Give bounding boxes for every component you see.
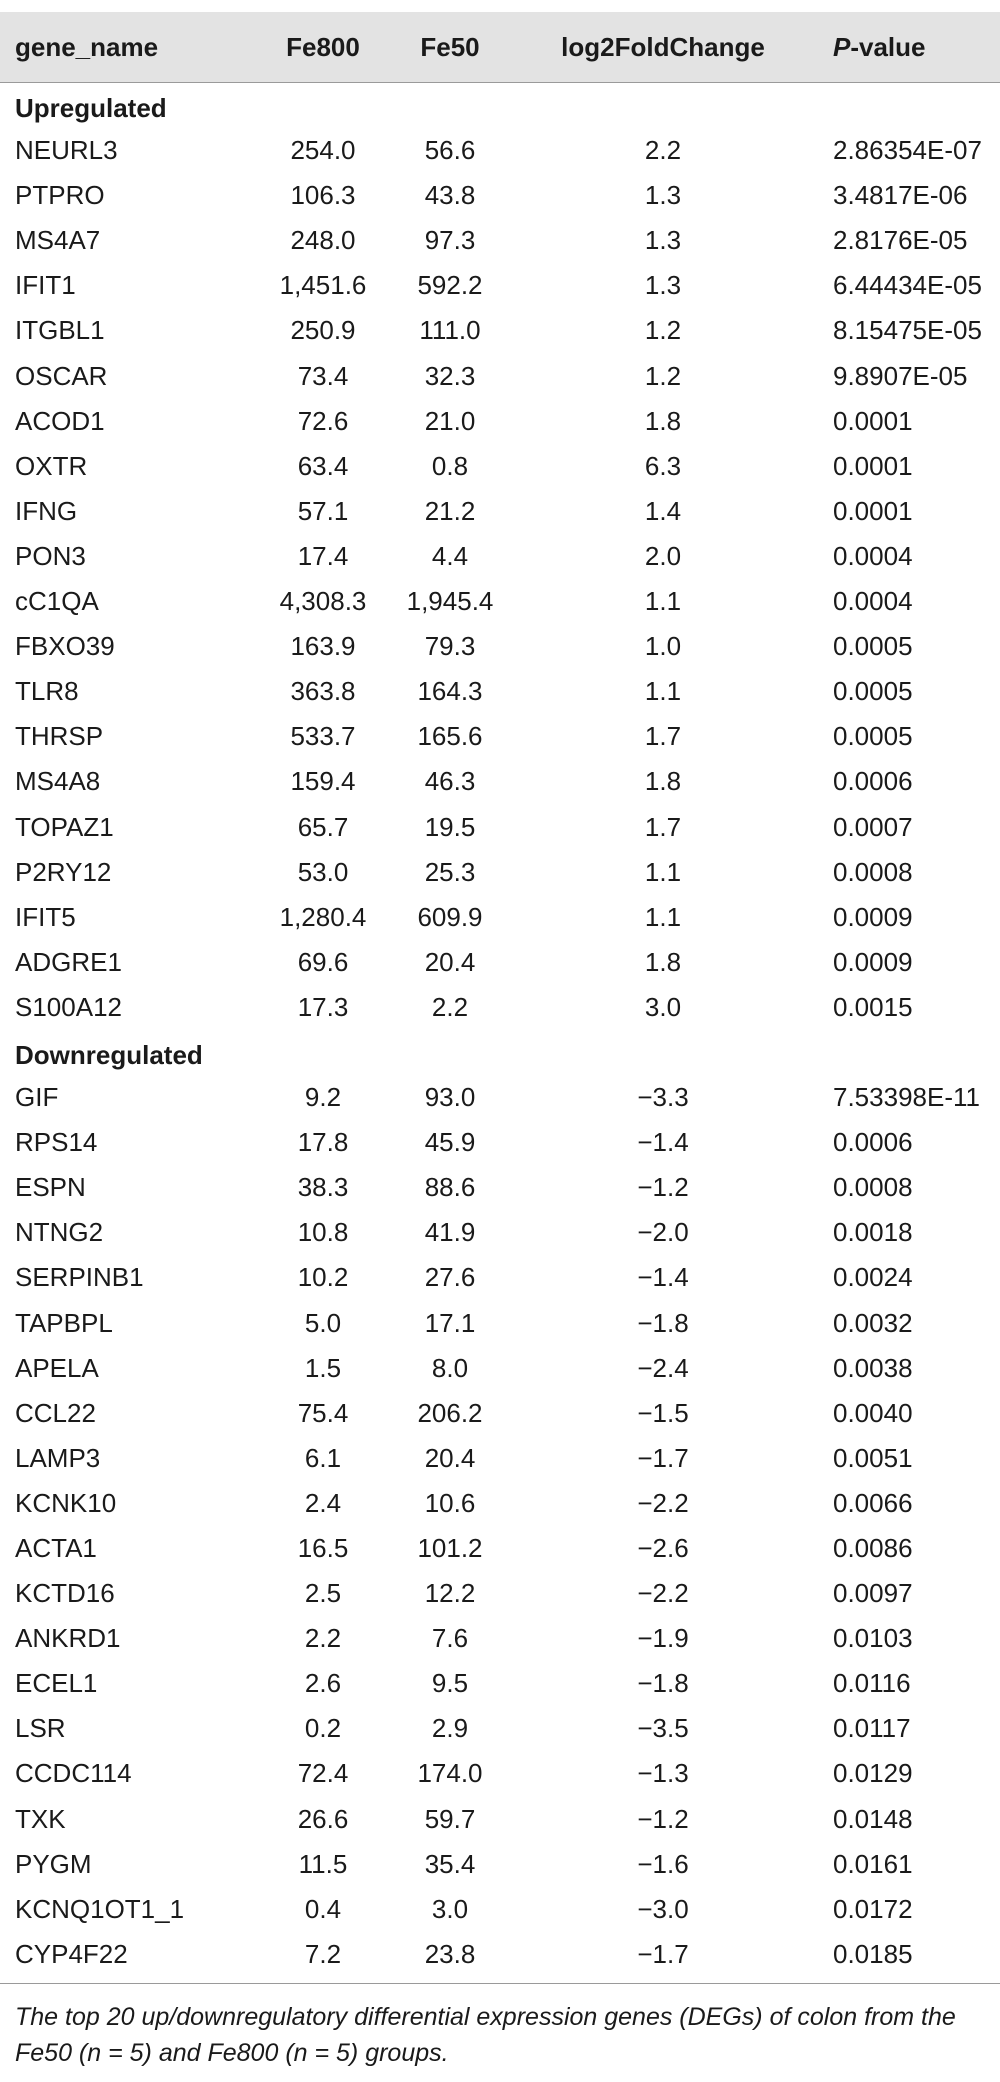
- cell-fe50: 592.2: [417, 270, 483, 301]
- cell-gene-name: P2RY12: [15, 856, 112, 887]
- cell-fe50: 21.0: [424, 405, 476, 436]
- cell-gene-name: KCNQ1OT1_1: [15, 1893, 185, 1924]
- cell-log2foldchange: 1.3: [644, 270, 682, 301]
- table-row: [0, 354, 1000, 399]
- cell-log2foldchange: 1.7: [644, 811, 682, 842]
- table-row: [0, 579, 1000, 624]
- cell-fe800: 2.2: [304, 1623, 342, 1654]
- cell-pvalue: 9.8907E-05: [833, 360, 968, 391]
- cell-pvalue: 0.0161: [833, 1848, 913, 1879]
- cell-log2foldchange: −1.2: [637, 1803, 689, 1834]
- cell-gene-name: cC1QA: [15, 586, 99, 617]
- cell-fe800: 0.2: [304, 1713, 342, 1744]
- header-pvalue-rest: -value: [850, 32, 926, 62]
- cell-pvalue: 2.86354E-07: [833, 135, 982, 166]
- cell-pvalue: 3.4817E-06: [833, 180, 968, 211]
- cell-pvalue: 0.0024: [833, 1262, 913, 1293]
- cell-gene-name: CYP4F22: [15, 1938, 128, 1969]
- cell-log2foldchange: 1.3: [644, 225, 682, 256]
- section-heading: [0, 1030, 1000, 1075]
- cell-fe800: 363.8: [290, 676, 356, 707]
- table-row: [0, 489, 1000, 534]
- table-body: [0, 83, 1000, 1977]
- cell-log2foldchange: −2.2: [637, 1578, 689, 1609]
- cell-fe800: 5.0: [304, 1307, 342, 1338]
- cell-gene-name: ECEL1: [15, 1668, 98, 1699]
- table-row: [0, 263, 1000, 308]
- cell-log2foldchange: −2.0: [637, 1217, 689, 1248]
- cell-pvalue: 6.44434E-05: [833, 270, 982, 301]
- cell-fe800: 1,280.4: [279, 901, 367, 932]
- cell-log2foldchange: −1.4: [637, 1262, 689, 1293]
- table-row: [0, 399, 1000, 444]
- cell-gene-name: ESPN: [15, 1172, 86, 1203]
- cell-fe50: 609.9: [417, 901, 483, 932]
- header-pvalue-italic: P: [833, 32, 851, 62]
- cell-fe800: 2.4: [304, 1487, 342, 1518]
- header-fe800: Fe800: [286, 32, 360, 62]
- section-title: Upregulated: [15, 93, 167, 123]
- cell-fe800: 2.5: [304, 1578, 342, 1609]
- cell-gene-name: THRSP: [15, 721, 104, 752]
- cell-fe800: 75.4: [297, 1397, 349, 1428]
- cell-log2foldchange: 1.8: [644, 405, 682, 436]
- cell-pvalue: 0.0001: [833, 405, 913, 436]
- cell-fe50: 164.3: [417, 676, 483, 707]
- cell-pvalue: 0.0129: [833, 1758, 913, 1789]
- cell-pvalue: 0.0038: [833, 1352, 913, 1383]
- table-row: [0, 1842, 1000, 1887]
- cell-log2foldchange: 1.0: [644, 631, 682, 662]
- cell-pvalue: 0.0116: [833, 1668, 911, 1699]
- cell-gene-name: PTPRO: [15, 180, 105, 211]
- cell-log2foldchange: −1.7: [637, 1938, 689, 1969]
- header-fe50: Fe50: [420, 32, 480, 62]
- cell-gene-name: PYGM: [15, 1848, 92, 1879]
- cell-fe50: 17.1: [424, 1307, 476, 1338]
- table-row: [0, 1391, 1000, 1436]
- cell-gene-name: CCL22: [15, 1397, 96, 1428]
- cell-pvalue: 0.0032: [833, 1307, 913, 1338]
- cell-fe50: 10.6: [424, 1487, 476, 1518]
- cell-gene-name: NEURL3: [15, 135, 118, 166]
- cell-fe800: 4,308.3: [279, 586, 367, 617]
- cell-gene-name: NTNG2: [15, 1217, 104, 1248]
- cell-fe800: 9.2: [304, 1082, 342, 1113]
- cell-gene-name: SERPINB1: [15, 1262, 144, 1293]
- cell-gene-name: KCNK10: [15, 1487, 117, 1518]
- table-row: [0, 1571, 1000, 1616]
- table-row: [0, 940, 1000, 985]
- cell-log2foldchange: 1.8: [644, 946, 682, 977]
- cell-fe50: 12.2: [424, 1578, 476, 1609]
- cell-fe800: 17.4: [297, 540, 349, 571]
- table-row: [0, 1165, 1000, 1210]
- cell-fe800: 72.4: [297, 1758, 349, 1789]
- cell-fe800: 16.5: [297, 1533, 349, 1563]
- table-row: [0, 1255, 1000, 1300]
- table-row: [0, 1210, 1000, 1255]
- cell-pvalue: 0.0004: [833, 586, 913, 617]
- cell-pvalue: 0.0009: [833, 946, 913, 977]
- cell-pvalue: 0.0006: [833, 766, 913, 797]
- cell-log2foldchange: −1.8: [637, 1307, 689, 1338]
- cell-gene-name: PON3: [15, 540, 86, 571]
- cell-fe50: 27.6: [424, 1262, 476, 1293]
- cell-gene-name: TAPBPL: [15, 1307, 113, 1338]
- cell-fe50: 88.6: [424, 1172, 476, 1203]
- table-header-row: [0, 12, 1000, 83]
- cell-log2foldchange: −3.0: [637, 1893, 689, 1924]
- cell-pvalue: 0.0018: [833, 1217, 913, 1248]
- table-row: [0, 1751, 1000, 1796]
- cell-fe50: 56.6: [424, 135, 476, 166]
- cell-gene-name: KCTD16: [15, 1578, 115, 1609]
- cell-gene-name: MS4A7: [15, 225, 101, 256]
- cell-log2foldchange: −1.5: [637, 1397, 689, 1428]
- cell-fe800: 159.4: [290, 766, 356, 797]
- table-row: [0, 1616, 1000, 1661]
- cell-log2foldchange: 1.2: [644, 315, 682, 346]
- cell-fe50: 101.2: [417, 1533, 483, 1563]
- table-row: [0, 1706, 1000, 1751]
- cell-pvalue: 0.0008: [833, 1172, 913, 1203]
- table-row: [0, 850, 1000, 895]
- cell-fe800: 73.4: [297, 360, 349, 391]
- cell-fe50: 45.9: [424, 1127, 476, 1158]
- table-row: [0, 1436, 1000, 1481]
- cell-pvalue: 0.0117: [833, 1713, 911, 1744]
- table-row: [0, 1075, 1000, 1120]
- cell-fe800: 72.6: [297, 405, 349, 436]
- cell-fe50: 25.3: [424, 856, 476, 887]
- cell-pvalue: 0.0005: [833, 631, 913, 662]
- cell-log2foldchange: 1.1: [644, 676, 682, 707]
- cell-fe50: 0.8: [431, 450, 469, 481]
- cell-fe50: 3.0: [431, 1893, 469, 1924]
- table-row: [0, 444, 1000, 489]
- cell-fe50: 46.3: [424, 766, 476, 797]
- cell-pvalue: 0.0007: [833, 811, 913, 842]
- table-row: [0, 173, 1000, 218]
- cell-pvalue: 0.0004: [833, 540, 913, 571]
- cell-fe800: 10.8: [297, 1217, 349, 1248]
- table-row: [0, 669, 1000, 714]
- cell-pvalue: 8.15475E-05: [833, 315, 982, 346]
- cell-log2foldchange: −2.4: [637, 1352, 689, 1383]
- table-bottom-rule: [0, 1983, 1000, 1984]
- cell-gene-name: LAMP3: [15, 1442, 101, 1473]
- table-row: [0, 1481, 1000, 1526]
- cell-fe800: 11.5: [298, 1848, 348, 1879]
- cell-gene-name: LSR: [15, 1713, 66, 1744]
- cell-fe50: 97.3: [424, 225, 476, 256]
- cell-log2foldchange: 2.2: [644, 135, 682, 166]
- cell-fe50: 20.4: [424, 1442, 476, 1473]
- cell-gene-name: CCDC114: [15, 1758, 132, 1789]
- cell-gene-name: TXK: [15, 1803, 66, 1834]
- cell-fe50: 21.2: [424, 495, 476, 526]
- cell-fe50: 1,945.4: [406, 586, 494, 617]
- cell-log2foldchange: 1.1: [644, 856, 682, 887]
- cell-fe50: 23.8: [424, 1938, 476, 1969]
- cell-fe800: 57.1: [297, 495, 349, 526]
- cell-fe800: 6.1: [304, 1442, 342, 1473]
- cell-pvalue: 0.0008: [833, 856, 913, 887]
- cell-pvalue: 0.0172: [833, 1893, 913, 1924]
- cell-gene-name: ADGRE1: [15, 946, 122, 977]
- cell-pvalue: 0.0148: [833, 1803, 913, 1834]
- cell-gene-name: OXTR: [15, 450, 88, 481]
- cell-fe50: 165.6: [417, 721, 483, 752]
- cell-log2foldchange: −1.6: [637, 1848, 689, 1879]
- cell-fe800: 38.3: [297, 1172, 349, 1203]
- cell-fe50: 206.2: [417, 1397, 483, 1428]
- cell-fe50: 59.7: [424, 1803, 476, 1834]
- table-row: [0, 1120, 1000, 1165]
- cell-pvalue: 0.0006: [833, 1127, 913, 1158]
- header-log2foldchange: log2FoldChange: [561, 32, 765, 62]
- cell-fe50: 43.8: [424, 180, 476, 211]
- cell-fe50: 2.2: [431, 991, 469, 1022]
- cell-fe800: 69.6: [297, 946, 349, 977]
- cell-fe50: 93.0: [424, 1082, 476, 1113]
- cell-fe800: 533.7: [290, 721, 356, 752]
- cell-fe800: 63.4: [297, 450, 349, 481]
- table-row: [0, 759, 1000, 804]
- cell-gene-name: IFIT5: [15, 901, 76, 932]
- cell-fe800: 17.3: [297, 991, 349, 1022]
- cell-fe800: 0.4: [304, 1893, 342, 1924]
- cell-fe50: 9.5: [431, 1668, 469, 1699]
- cell-log2foldchange: 1.7: [644, 721, 682, 752]
- cell-fe800: 248.0: [290, 225, 356, 256]
- cell-gene-name: S100A12: [15, 991, 122, 1022]
- cell-gene-name: IFNG: [15, 495, 78, 526]
- cell-fe800: 10.2: [297, 1262, 349, 1293]
- cell-gene-name: ACOD1: [15, 405, 105, 436]
- cell-fe800: 2.6: [304, 1668, 342, 1699]
- cell-gene-name: TLR8: [15, 676, 79, 707]
- table-row: [0, 308, 1000, 353]
- cell-log2foldchange: −1.3: [637, 1758, 689, 1789]
- cell-pvalue: 0.0086: [833, 1533, 913, 1563]
- cell-log2foldchange: 2.0: [644, 540, 682, 571]
- cell-gene-name: FBXO39: [15, 631, 115, 662]
- table-row: [0, 218, 1000, 263]
- table-row: [0, 624, 1000, 669]
- table-row: [0, 1887, 1000, 1932]
- cell-pvalue: 0.0103: [833, 1623, 913, 1654]
- cell-log2foldchange: −1.4: [637, 1127, 689, 1158]
- table-row: [0, 128, 1000, 173]
- cell-fe800: 7.2: [304, 1938, 342, 1969]
- table-row: [0, 1526, 1000, 1571]
- table-row: [0, 1797, 1000, 1842]
- cell-log2foldchange: −3.3: [637, 1082, 689, 1113]
- cell-pvalue: 0.0097: [833, 1578, 913, 1609]
- cell-fe50: 19.5: [424, 811, 476, 842]
- cell-gene-name: ITGBL1: [15, 315, 105, 346]
- cell-fe800: 163.9: [290, 631, 356, 662]
- cell-fe800: 250.9: [290, 315, 356, 346]
- cell-fe800: 53.0: [297, 856, 349, 887]
- cell-log2foldchange: −1.2: [637, 1172, 689, 1203]
- table-row: [0, 895, 1000, 940]
- table-row: [0, 805, 1000, 850]
- cell-gene-name: GIF: [15, 1082, 59, 1113]
- cell-gene-name: OSCAR: [15, 360, 108, 391]
- cell-fe50: 7.6: [431, 1623, 469, 1654]
- cell-fe50: 111.0: [419, 315, 481, 346]
- cell-fe800: 17.8: [297, 1127, 349, 1158]
- cell-pvalue: 0.0009: [833, 901, 913, 932]
- cell-pvalue: 0.0001: [833, 450, 913, 481]
- cell-gene-name: TOPAZ1: [15, 811, 114, 842]
- section-title: Downregulated: [15, 1039, 203, 1070]
- cell-gene-name: ACTA1: [15, 1533, 97, 1563]
- cell-log2foldchange: 3.0: [644, 991, 682, 1022]
- table-row: [0, 714, 1000, 759]
- cell-fe800: 254.0: [290, 135, 356, 166]
- table-row: [0, 1661, 1000, 1706]
- table-row: [0, 985, 1000, 1030]
- cell-fe50: 35.4: [424, 1848, 476, 1879]
- cell-fe800: 106.3: [290, 180, 356, 211]
- cell-log2foldchange: −1.9: [637, 1623, 689, 1654]
- cell-gene-name: MS4A8: [15, 766, 101, 797]
- cell-log2foldchange: 1.8: [644, 766, 682, 797]
- cell-pvalue: 0.0005: [833, 676, 913, 707]
- cell-pvalue: 0.0066: [833, 1487, 913, 1518]
- cell-log2foldchange: 1.1: [644, 901, 682, 932]
- cell-gene-name: RPS14: [15, 1127, 98, 1158]
- cell-fe50: 41.9: [424, 1217, 476, 1248]
- cell-pvalue: 0.0185: [833, 1938, 913, 1969]
- cell-fe50: 32.3: [424, 360, 476, 391]
- cell-pvalue: 2.8176E-05: [833, 225, 968, 256]
- cell-pvalue: 0.0040: [833, 1397, 913, 1428]
- header-gene-name: gene_name: [15, 32, 159, 62]
- cell-fe50: 8.0: [431, 1352, 469, 1383]
- cell-fe50: 2.9: [431, 1713, 469, 1744]
- cell-gene-name: ANKRD1: [15, 1623, 121, 1654]
- cell-fe50: 79.3: [424, 631, 476, 662]
- header-pvalue: [833, 12, 926, 82]
- deg-table: [0, 12, 1000, 1984]
- cell-log2foldchange: −3.5: [637, 1713, 689, 1744]
- cell-fe800: 1,451.6: [279, 270, 367, 301]
- cell-log2foldchange: 1.4: [644, 495, 682, 526]
- cell-log2foldchange: −1.8: [637, 1668, 689, 1699]
- cell-fe800: 1.5: [304, 1352, 342, 1383]
- cell-fe50: 174.0: [417, 1758, 483, 1789]
- table-caption: The top 20 up/downregulatory differential expression genes (DEGs) of colon from the Fe50 (n = 5) and Fe800 (n = 5) groups.: [15, 2003, 956, 2067]
- table-row: [0, 1301, 1000, 1346]
- table-row: [0, 534, 1000, 579]
- cell-log2foldchange: 6.3: [644, 450, 682, 481]
- cell-log2foldchange: −1.7: [637, 1442, 689, 1473]
- table-row: [0, 1346, 1000, 1391]
- cell-fe800: 65.7: [297, 811, 349, 842]
- table-row: [0, 1932, 1000, 1977]
- cell-fe50: 20.4: [424, 946, 476, 977]
- cell-fe800: 26.6: [297, 1803, 349, 1834]
- cell-log2foldchange: −2.6: [637, 1533, 689, 1563]
- cell-log2foldchange: 1.2: [644, 360, 682, 391]
- cell-log2foldchange: −2.2: [637, 1487, 689, 1518]
- cell-fe50: 4.4: [431, 540, 469, 571]
- cell-pvalue: 0.0051: [833, 1442, 913, 1473]
- cell-pvalue: 7.53398E-11: [833, 1082, 980, 1113]
- cell-pvalue: 0.0015: [833, 991, 913, 1022]
- cell-pvalue: 0.0005: [833, 721, 913, 752]
- cell-gene-name: APELA: [15, 1352, 99, 1383]
- section-heading: [0, 83, 1000, 128]
- cell-pvalue: 0.0001: [833, 495, 913, 526]
- cell-gene-name: IFIT1: [15, 270, 76, 301]
- cell-log2foldchange: 1.3: [644, 180, 682, 211]
- cell-log2foldchange: 1.1: [644, 586, 682, 617]
